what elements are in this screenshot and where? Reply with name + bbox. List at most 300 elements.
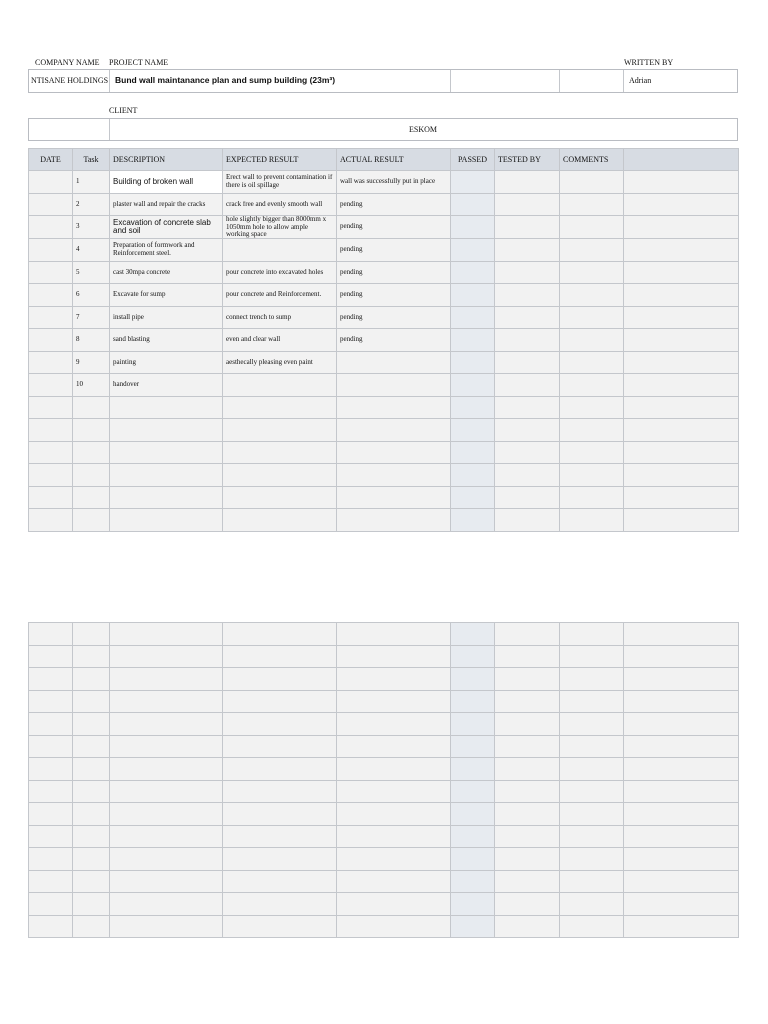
cell-actual [337, 239, 451, 262]
actual-result-text: pending [340, 246, 363, 253]
column-header-description: DESCRIPTION [110, 149, 223, 171]
cell-description [110, 396, 223, 419]
blank-cell [451, 668, 495, 691]
cell-task [73, 441, 110, 464]
blank-cell [451, 870, 495, 893]
blank-row [29, 668, 739, 691]
cell-comments [560, 216, 624, 239]
table-row [29, 509, 739, 532]
cell-extra [624, 329, 739, 352]
blank-cell [560, 915, 624, 938]
blank-row [29, 690, 739, 713]
blank-cell [451, 735, 495, 758]
table-row [29, 486, 739, 509]
blank-cell [495, 623, 560, 646]
blank-cell [624, 780, 739, 803]
cell-passed [451, 261, 495, 284]
blank-cell [29, 623, 73, 646]
cell-expected [223, 509, 337, 532]
actual-result-text: pending [340, 313, 363, 321]
blank-cell [495, 803, 560, 826]
blank-cell [337, 623, 451, 646]
cell-comments [560, 419, 624, 442]
blank-cell [223, 668, 337, 691]
project-name-label: PROJECT NAME [109, 58, 169, 67]
cell-task: 8 [73, 329, 110, 352]
cell-description: plaster wall and repair the cracks [110, 193, 223, 216]
blank-cell [495, 668, 560, 691]
cell-passed [451, 171, 495, 194]
cell-extra [624, 171, 739, 194]
blank-cell [624, 735, 739, 758]
cell-passed [451, 509, 495, 532]
blank-row [29, 870, 739, 893]
blank-cell [337, 915, 451, 938]
blank-cell [337, 713, 451, 736]
cell-comments [560, 306, 624, 329]
blank-cell [110, 915, 223, 938]
cell-tested [495, 486, 560, 509]
cell-extra [624, 261, 739, 284]
cell-actual [337, 306, 451, 329]
blank-row [29, 803, 739, 826]
cell-task [73, 419, 110, 442]
blank-cell [223, 825, 337, 848]
blank-cell [560, 645, 624, 668]
blank-row [29, 623, 739, 646]
expected-result-text: aesthecally pleasing even paint [226, 358, 313, 366]
blank-row [29, 758, 739, 781]
cell-expected [223, 261, 337, 284]
cell-extra [624, 284, 739, 307]
cell-description [110, 441, 223, 464]
table-row [29, 441, 739, 464]
cell-comments [560, 464, 624, 487]
blank-cell [451, 690, 495, 713]
actual-result-text: pending [340, 268, 363, 276]
blank-cell [624, 758, 739, 781]
blank-cell [223, 848, 337, 871]
column-header-expected-result: EXPECTED RESULT [223, 149, 337, 171]
blank-row [29, 825, 739, 848]
cell-description [110, 419, 223, 442]
expected-result-text: crack free and evenly smooth wall [226, 200, 323, 208]
blank-cell [495, 735, 560, 758]
blank-cell [29, 893, 73, 916]
blank-cell [560, 848, 624, 871]
cell-comments [560, 261, 624, 284]
cell-passed [451, 419, 495, 442]
blank-cell [110, 645, 223, 668]
cell-actual [337, 329, 451, 352]
blank-cell [73, 848, 110, 871]
cell-actual [337, 216, 451, 239]
cell-expected [223, 306, 337, 329]
blank-cell [73, 690, 110, 713]
cell-expected [223, 239, 337, 262]
cell-comments [560, 171, 624, 194]
cell-description: Preparation of formwork and Reinforcement steel. [110, 239, 223, 262]
blank-cell [73, 713, 110, 736]
cell-passed [451, 351, 495, 374]
cell-expected [223, 216, 337, 239]
cell-comments [560, 374, 624, 397]
blank-cell [624, 870, 739, 893]
cell-actual [337, 374, 451, 397]
cell-task: 6 [73, 284, 110, 307]
cell-description [110, 486, 223, 509]
expected-result-text: even and clear wall [226, 336, 281, 343]
cell-task: 7 [73, 306, 110, 329]
cell-tested [495, 329, 560, 352]
column-header-task: Task [73, 149, 110, 171]
blank-cell [560, 623, 624, 646]
cell-actual [337, 464, 451, 487]
blank-cell [29, 645, 73, 668]
cell-comments [560, 329, 624, 352]
blank-cell [29, 848, 73, 871]
cell-passed [451, 396, 495, 419]
blank-cell [110, 713, 223, 736]
blank-cell [110, 758, 223, 781]
cell-date [29, 329, 73, 352]
blank-cell [337, 780, 451, 803]
blank-cell [337, 690, 451, 713]
cell-tested [495, 239, 560, 262]
cell-description: Excavation of concrete slab and soil [110, 216, 223, 239]
cell-date [29, 509, 73, 532]
cell-date [29, 216, 73, 239]
blank-cell [495, 713, 560, 736]
blank-cell [29, 870, 73, 893]
blank-row [29, 713, 739, 736]
blank-continuation-table [28, 622, 739, 938]
cell-passed [451, 464, 495, 487]
blank-cell [73, 735, 110, 758]
cell-expected [223, 284, 337, 307]
blank-cell [624, 825, 739, 848]
column-header-tested-by: TESTED BY [495, 149, 560, 171]
blank-cell [337, 645, 451, 668]
column-header-actual-result: ACTUAL RESULT [337, 149, 451, 171]
cell-task [73, 509, 110, 532]
table-row [29, 351, 739, 374]
blank-cell [495, 848, 560, 871]
blank-cell [29, 735, 73, 758]
cell-passed [451, 284, 495, 307]
blank-cell [495, 870, 560, 893]
blank-cell [495, 645, 560, 668]
client-row [28, 118, 738, 141]
cell-task [73, 464, 110, 487]
blank-cell [29, 690, 73, 713]
blank-cell [73, 780, 110, 803]
cell-task [73, 396, 110, 419]
blank-cell [110, 735, 223, 758]
expected-result-text: connect trench to sump [226, 313, 292, 321]
cell-comments [560, 351, 624, 374]
blank-cell [29, 758, 73, 781]
blank-row [29, 915, 739, 938]
table-header-row [29, 149, 739, 171]
blank-cell [451, 713, 495, 736]
blank-cell [337, 893, 451, 916]
cell-actual [337, 171, 451, 194]
blank-cell [337, 758, 451, 781]
cell-description: painting [110, 351, 223, 374]
project-name-value: Bund wall maintanance plan and sump building (23m³) [115, 75, 336, 85]
written-by-label: WRITTEN BY [624, 58, 674, 67]
cell-passed [451, 306, 495, 329]
cell-date [29, 441, 73, 464]
cell-expected [223, 486, 337, 509]
blank-cell [560, 713, 624, 736]
blank-cell [624, 623, 739, 646]
client-value: ESKOM [409, 125, 438, 134]
cell-extra [624, 486, 739, 509]
blank-cell [223, 645, 337, 668]
actual-result-text: pending [340, 200, 363, 208]
table-row [29, 216, 739, 239]
cell-tested [495, 374, 560, 397]
blank-cell [495, 893, 560, 916]
expected-result-text: pour concrete into excavated holes [226, 268, 324, 276]
table-row [29, 284, 739, 307]
cell-extra [624, 396, 739, 419]
cell-passed [451, 374, 495, 397]
cell-task: 10 [73, 374, 110, 397]
cell-comments [560, 441, 624, 464]
written-by-value: Adrian [629, 76, 652, 85]
blank-cell [495, 780, 560, 803]
blank-cell [495, 915, 560, 938]
cell-passed [451, 441, 495, 464]
cell-extra [624, 216, 739, 239]
cell-expected [223, 441, 337, 464]
blank-cell [73, 825, 110, 848]
cell-description [110, 509, 223, 532]
blank-cell [495, 758, 560, 781]
cell-tested [495, 216, 560, 239]
blank-cell [624, 668, 739, 691]
cell-passed [451, 329, 495, 352]
blank-cell [337, 668, 451, 691]
actual-result-text: pending [340, 291, 363, 298]
column-header-date: DATE [29, 149, 73, 171]
cell-actual [337, 193, 451, 216]
blank-cell [451, 645, 495, 668]
blank-cell [560, 803, 624, 826]
column-header-comments: COMMENTS [560, 149, 624, 171]
company-name-label: COMPANY NAME [35, 58, 100, 67]
cell-actual [337, 486, 451, 509]
blank-row [29, 735, 739, 758]
cell-actual [337, 509, 451, 532]
cell-comments [560, 396, 624, 419]
cell-task [73, 486, 110, 509]
test-plan-table [28, 148, 739, 532]
blank-cell [29, 803, 73, 826]
blank-cell [73, 623, 110, 646]
cell-comments [560, 284, 624, 307]
cell-expected [223, 351, 337, 374]
blank-cell [29, 713, 73, 736]
cell-task: 5 [73, 261, 110, 284]
blank-cell [223, 758, 337, 781]
cell-comments [560, 239, 624, 262]
column-header-extra [624, 149, 739, 171]
blank-cell [73, 668, 110, 691]
blank-cell [337, 870, 451, 893]
cell-passed [451, 193, 495, 216]
blank-cell [451, 848, 495, 871]
blank-cell [624, 645, 739, 668]
blank-cell [560, 668, 624, 691]
cell-tested [495, 441, 560, 464]
blank-cell [223, 915, 337, 938]
cell-passed [451, 216, 495, 239]
table-row [29, 239, 739, 262]
table-row [29, 261, 739, 284]
blank-cell [110, 690, 223, 713]
blank-cell [73, 870, 110, 893]
cell-extra [624, 374, 739, 397]
blank-cell [560, 893, 624, 916]
blank-cell [624, 690, 739, 713]
blank-cell [495, 825, 560, 848]
cell-passed [451, 486, 495, 509]
blank-cell [73, 645, 110, 668]
blank-row [29, 780, 739, 803]
blank-cell [624, 803, 739, 826]
blank-cell [29, 668, 73, 691]
cell-date [29, 374, 73, 397]
cell-expected [223, 329, 337, 352]
cell-date [29, 419, 73, 442]
company-name-value: NTISANE HOLDINGS [31, 76, 109, 85]
cell-description: install pipe [110, 306, 223, 329]
cell-tested [495, 193, 560, 216]
blank-cell [624, 915, 739, 938]
blank-cell [29, 825, 73, 848]
cell-date [29, 396, 73, 419]
cell-description: cast 30mpa concrete [110, 261, 223, 284]
blank-cell [451, 780, 495, 803]
blank-cell [73, 758, 110, 781]
column-header-passed: PASSED [451, 149, 495, 171]
table-row [29, 464, 739, 487]
cell-actual [337, 351, 451, 374]
cell-tested [495, 261, 560, 284]
cell-expected [223, 171, 337, 194]
cell-expected [223, 193, 337, 216]
cell-extra [624, 239, 739, 262]
cell-description: sand blasting [110, 329, 223, 352]
blank-cell [223, 893, 337, 916]
blank-cell [451, 758, 495, 781]
blank-cell [223, 780, 337, 803]
blank-cell [223, 735, 337, 758]
blank-cell [451, 893, 495, 916]
blank-cell [451, 915, 495, 938]
table-row [29, 396, 739, 419]
cell-actual [337, 261, 451, 284]
expected-result-text: hole slightly bigger than 8000mm x 1050mm hole to allow ample working space [226, 216, 327, 238]
cell-description: Excavate for sump [110, 284, 223, 307]
cell-description: Building of broken wall [110, 171, 223, 194]
cell-actual [337, 441, 451, 464]
cell-actual [337, 396, 451, 419]
blank-cell [110, 825, 223, 848]
cell-date [29, 171, 73, 194]
blank-cell [560, 690, 624, 713]
cell-extra [624, 306, 739, 329]
cell-expected [223, 419, 337, 442]
actual-result-text: pending [340, 336, 363, 343]
blank-cell [110, 803, 223, 826]
cell-expected [223, 464, 337, 487]
blank-cell [73, 893, 110, 916]
cell-tested [495, 396, 560, 419]
cell-task: 4 [73, 239, 110, 262]
blank-cell [624, 713, 739, 736]
blank-cell [560, 735, 624, 758]
cell-actual [337, 284, 451, 307]
cell-description: handover [110, 374, 223, 397]
cell-date [29, 239, 73, 262]
blank-cell [560, 870, 624, 893]
cell-tested [495, 419, 560, 442]
blank-cell [337, 825, 451, 848]
actual-result-text: wall was successfully put in place [340, 178, 436, 185]
cell-tested [495, 464, 560, 487]
blank-cell [110, 780, 223, 803]
blank-cell [337, 848, 451, 871]
blank-cell [110, 893, 223, 916]
blank-cell [624, 848, 739, 871]
cell-tested [495, 306, 560, 329]
project-info-row [28, 69, 738, 93]
cell-description [110, 464, 223, 487]
cell-date [29, 284, 73, 307]
cell-date [29, 306, 73, 329]
cell-date [29, 351, 73, 374]
blank-cell [223, 870, 337, 893]
cell-comments [560, 509, 624, 532]
blank-cell [223, 623, 337, 646]
blank-cell [110, 623, 223, 646]
blank-cell [223, 803, 337, 826]
blank-cell [29, 780, 73, 803]
blank-cell [29, 915, 73, 938]
cell-expected [223, 374, 337, 397]
cell-extra [624, 464, 739, 487]
cell-tested [495, 284, 560, 307]
cell-date [29, 486, 73, 509]
cell-comments [560, 193, 624, 216]
table-row [29, 419, 739, 442]
cell-passed [451, 239, 495, 262]
blank-row [29, 645, 739, 668]
cell-extra [624, 351, 739, 374]
cell-extra [624, 441, 739, 464]
blank-cell [451, 825, 495, 848]
blank-cell [223, 713, 337, 736]
cell-date [29, 464, 73, 487]
table-row [29, 374, 739, 397]
blank-cell [223, 690, 337, 713]
cell-tested [495, 509, 560, 532]
